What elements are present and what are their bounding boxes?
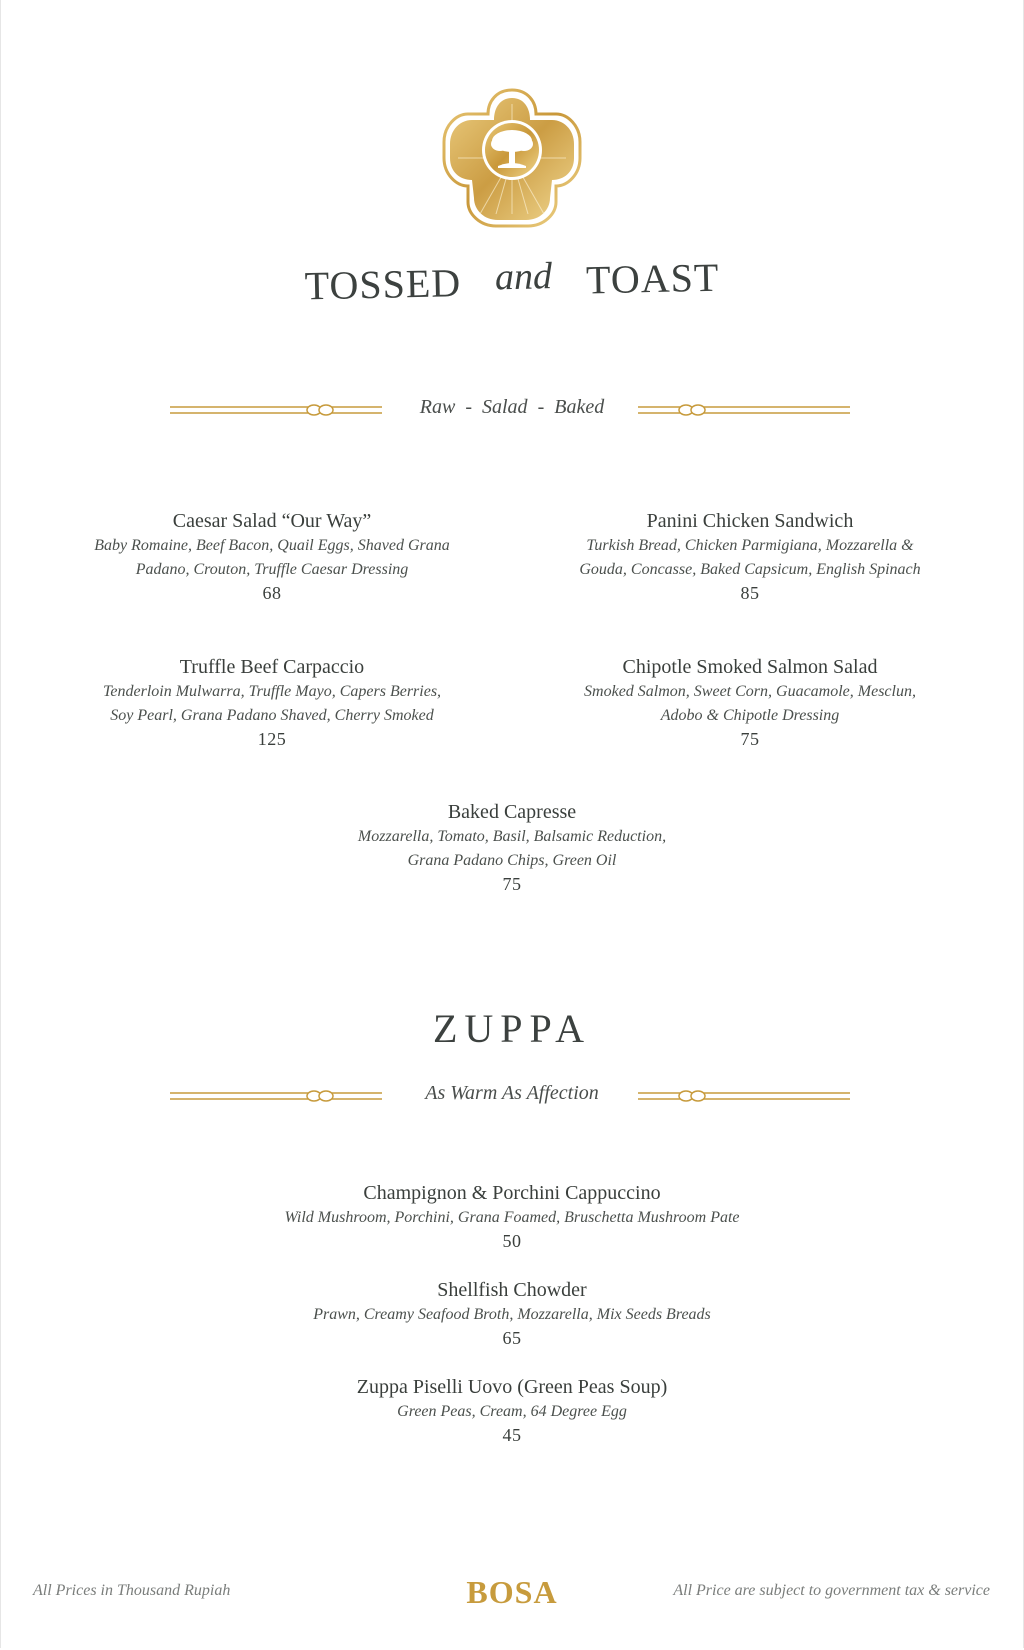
title-left: TOSSED [304,260,462,309]
item-description: Soy Pearl, Grana Padano Shaved, Cherry Smoked [110,707,434,724]
item-description: Padano, Crouton, Truffle Caesar Dressing [135,561,409,578]
item-description: Smoked Salmon, Sweet Corn, Guacamole, Mesclun, [584,683,916,700]
item-description: Grana Padano Chips, Green Oil [407,852,617,869]
item-price: 85 [740,583,760,603]
tree-emblem-icon [440,86,584,230]
item-description: Wild Mushroom, Porchini, Grana Foamed, Bruschetta Mushroom Pate [284,1209,740,1226]
item-name: Chipotle Smoked Salmon Salad [622,656,878,678]
brand-logo: BOSA [466,1574,558,1610]
item-price: 68 [262,583,282,603]
subtitle-salad: Salad [482,396,528,418]
menu-item [70,508,474,604]
item-price: 45 [502,1425,522,1445]
subtitle-separator: - [537,396,545,418]
soup-item [212,1277,812,1349]
item-name: Caesar Salad “Our Way” [172,510,372,532]
item-name: Panini Chicken Sandwich [646,510,854,532]
section1-subtitle [0,396,1024,419]
section1-divider [0,396,1024,426]
footer-tax-note: All Price are subject to government tax & service [673,1582,990,1599]
item-description: Green Peas, Cream, 64 Degree Egg [397,1403,627,1420]
item-name: Zuppa Piselli Uovo (Green Peas Soup) [356,1376,668,1398]
item-description: Gouda, Concasse, Baked Capsicum, English Spinach [579,561,921,578]
title-mid: and [494,255,553,299]
item-description: Baby Romaine, Beef Bacon, Quail Eggs, Shaved Grana [94,537,450,554]
item-description: Turkish Bread, Chicken Parmigiana, Mozzarella & [586,537,914,554]
item-name: Champignon & Porchini Cappuccino [363,1182,661,1204]
item-price: 65 [502,1328,522,1348]
subtitle-baked: Baked [554,396,605,418]
menu-item [70,654,474,750]
soup-item [212,1180,812,1252]
item-name: Baked Capresse [447,801,577,823]
item-description: Adobo & Chipotle Dressing [660,707,840,724]
subtitle-separator: - [465,396,472,418]
menu-item [302,799,722,895]
item-price: 50 [502,1231,522,1251]
item-description: Mozzarella, Tomato, Basil, Balsamic Reduction, [357,828,667,845]
section2-divider [0,1082,1024,1112]
item-name: Truffle Beef Carpaccio [179,656,365,678]
ornament-right-icon [638,403,850,417]
section2-title: ZUPPA [432,1006,592,1051]
ornament-right-icon [638,1089,850,1103]
section2-subtitle: As Warm As Affection [425,1082,599,1104]
subtitle-raw: Raw [419,396,456,418]
soup-item [212,1374,812,1446]
menu-item [548,654,952,750]
item-description: Prawn, Creamy Seafood Broth, Mozzarella, Mix Seeds Breads [313,1306,711,1323]
item-price: 125 [257,729,287,749]
item-name: Shellfish Chowder [437,1279,587,1301]
item-price: 75 [740,729,760,749]
title-right: TOAST [585,254,720,303]
item-price: 75 [502,874,522,894]
footer-currency-note: All Prices in Thousand Rupiah [33,1582,231,1599]
item-description: Tenderloin Mulwarra, Truffle Mayo, Capers Berries, [102,683,442,700]
menu-item [548,508,952,604]
